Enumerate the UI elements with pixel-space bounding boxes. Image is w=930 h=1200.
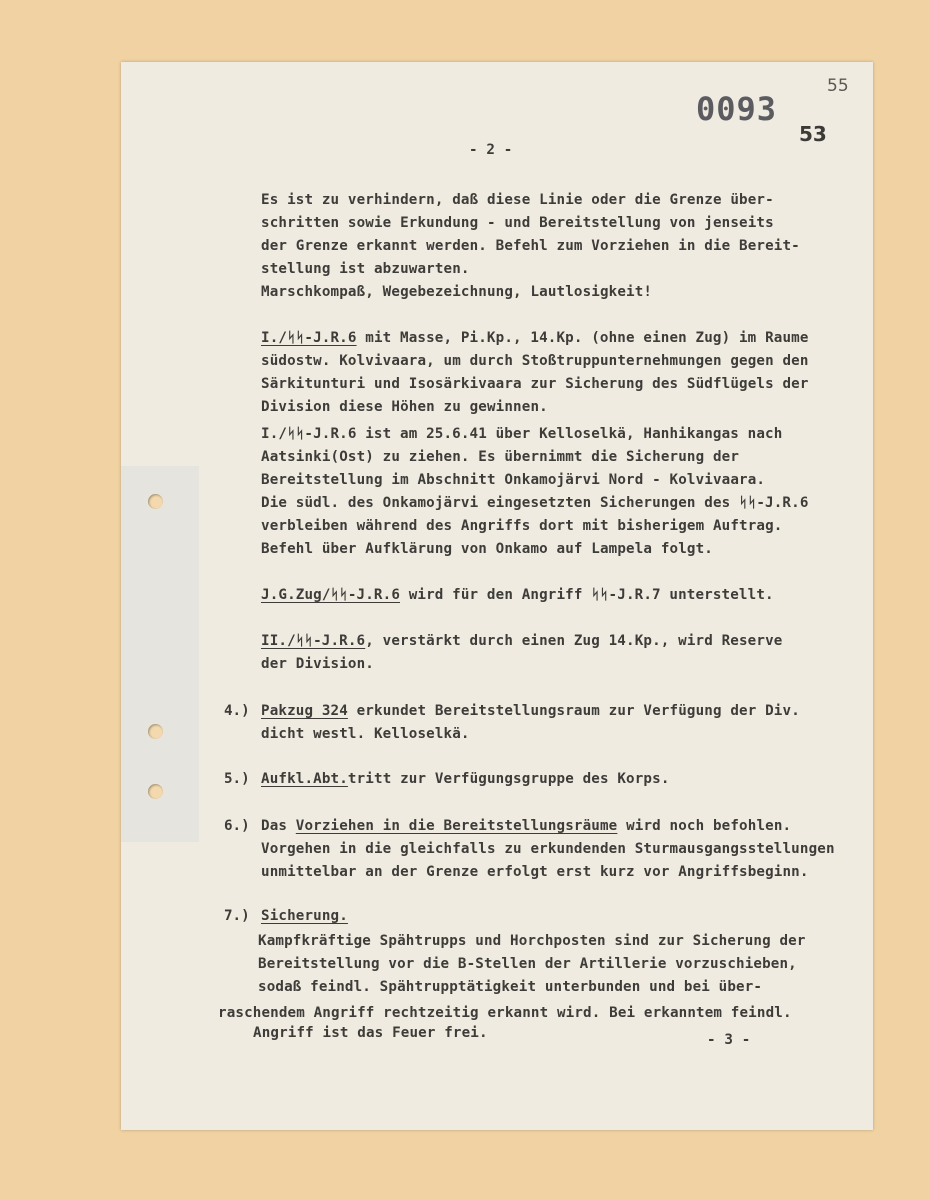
intro-line: Es ist zu verhindern, daß diese Linie oder die Grenze über- — [261, 192, 774, 208]
item5-head: Aufkl.Abt. — [261, 771, 348, 787]
batl1-line: Die südl. des Onkamojärvi eingesetzten Sicherungen des ᛋᛋ-J.R.6 — [261, 495, 809, 511]
item6-pre: Das — [261, 818, 296, 834]
next-page-number: - 3 - — [707, 1032, 751, 1048]
item6-more: unmittelbar an der Grenze erfolgt erst kurz vor Angriffsbeginn. — [261, 864, 809, 880]
intro-line: Marschkompaß, Wegebezeichnung, Lautlosigkeit! — [261, 284, 653, 300]
batl1-first-line — [261, 330, 809, 346]
folio-number-top: 55 — [827, 76, 849, 96]
item7-more: Bereitstellung vor die B-Stellen der Artillerie vorzuschieben, — [258, 956, 797, 972]
item7-more: Angriff ist das Feuer frei. — [253, 1025, 488, 1041]
batl1-line: südostw. Kolvivaara, um durch Stoßtruppunternehmungen gegen den — [261, 353, 809, 369]
punch-hole — [148, 494, 163, 509]
item4-more: dicht westl. Kelloselkä. — [261, 726, 470, 742]
item-number: 7.) — [224, 908, 250, 924]
batl1-line: Särkitunturi und Isosärkivaara zur Sicherung des Südflügels der — [261, 376, 809, 392]
intro-line: schritten sowie Erkundung - und Bereitstellung von jenseits — [261, 215, 774, 231]
batl2-line: der Division. — [261, 656, 374, 672]
punch-hole — [148, 784, 163, 799]
item4-text: erkundet Bereitstellungsraum zur Verfügung der Div. — [347, 703, 800, 719]
item6-more: Vorgehen in die gleichfalls zu erkundenden Sturmausgangsstellungen — [261, 841, 835, 857]
archive-stamp: 0093 — [696, 90, 778, 128]
jg-zug-line — [261, 587, 774, 603]
item7-more: sodaß feindl. Spähtrupptätigkeit unterbunden und bei über- — [258, 979, 763, 995]
item-number: 5.) — [224, 771, 250, 787]
batl1-line: I./ᛋᛋ-J.R.6 ist am 25.6.41 über Kelloselkä, Hanhikangas nach — [261, 426, 783, 442]
item6-head: Vorziehen in die Bereitstellungsräume — [295, 818, 618, 834]
item7-more: raschendem Angriff rechtzeitig erkannt wird. Bei erkanntem feindl. — [218, 1005, 792, 1021]
folio-number: 53 — [799, 122, 827, 146]
intro-line: der Grenze erkannt werden. Befehl zum Vorziehen in die Bereit- — [261, 238, 800, 254]
document-page — [121, 62, 873, 1130]
batl1-line: Division diese Höhen zu gewinnen. — [261, 399, 548, 415]
item7-head: Sicherung. — [261, 908, 348, 924]
item4-line — [261, 703, 800, 719]
jg-zug-unit: J.G.Zug/ᛋᛋ-J.R.6 — [261, 587, 401, 603]
batl1-line: Befehl über Aufklärung von Onkamo auf Lampela folgt. — [261, 541, 713, 557]
punch-hole — [148, 724, 163, 739]
item6-line — [261, 818, 791, 834]
batl1-first-text: mit Masse, Pi.Kp., 14.Kp. (ohne einen Zug) im Raume — [356, 330, 809, 346]
item-number: 6.) — [224, 818, 250, 834]
item5-line — [261, 771, 670, 787]
jg-zug-text: wird für den Angriff ᛋᛋ-J.R.7 unterstellt. — [400, 587, 774, 603]
item6-text: wird noch befohlen. — [617, 818, 792, 834]
item7-more: Kampfkräftige Spähtrupps und Horchposten sind zur Sicherung der — [258, 933, 806, 949]
batl2-text: , verstärkt durch einen Zug 14.Kp., wird Reserve — [365, 633, 783, 649]
item-number: 4.) — [224, 703, 250, 719]
page-number: - 2 - — [469, 142, 513, 158]
batl1-line: Aatsinki(Ost) zu ziehen. Es übernimmt die Sicherung der — [261, 449, 740, 465]
punched-strip — [121, 466, 199, 842]
batl2-unit: II./ᛋᛋ-J.R.6 — [261, 633, 366, 649]
item4-head: Pakzug 324 — [261, 703, 348, 719]
batl1-line: verbleiben während des Angriffs dort mit bisherigem Auftrag. — [261, 518, 783, 534]
item5-text: tritt zur Verfügungsgruppe des Korps. — [347, 771, 670, 787]
item7-line — [261, 908, 348, 924]
batl1-unit: I./ᛋᛋ-J.R.6 — [261, 330, 357, 346]
batl2-line — [261, 633, 782, 649]
intro-line: stellung ist abzuwarten. — [261, 261, 470, 277]
batl1-line: Bereitstellung im Abschnitt Onkamojärvi Nord - Kolvivaara. — [261, 472, 766, 488]
